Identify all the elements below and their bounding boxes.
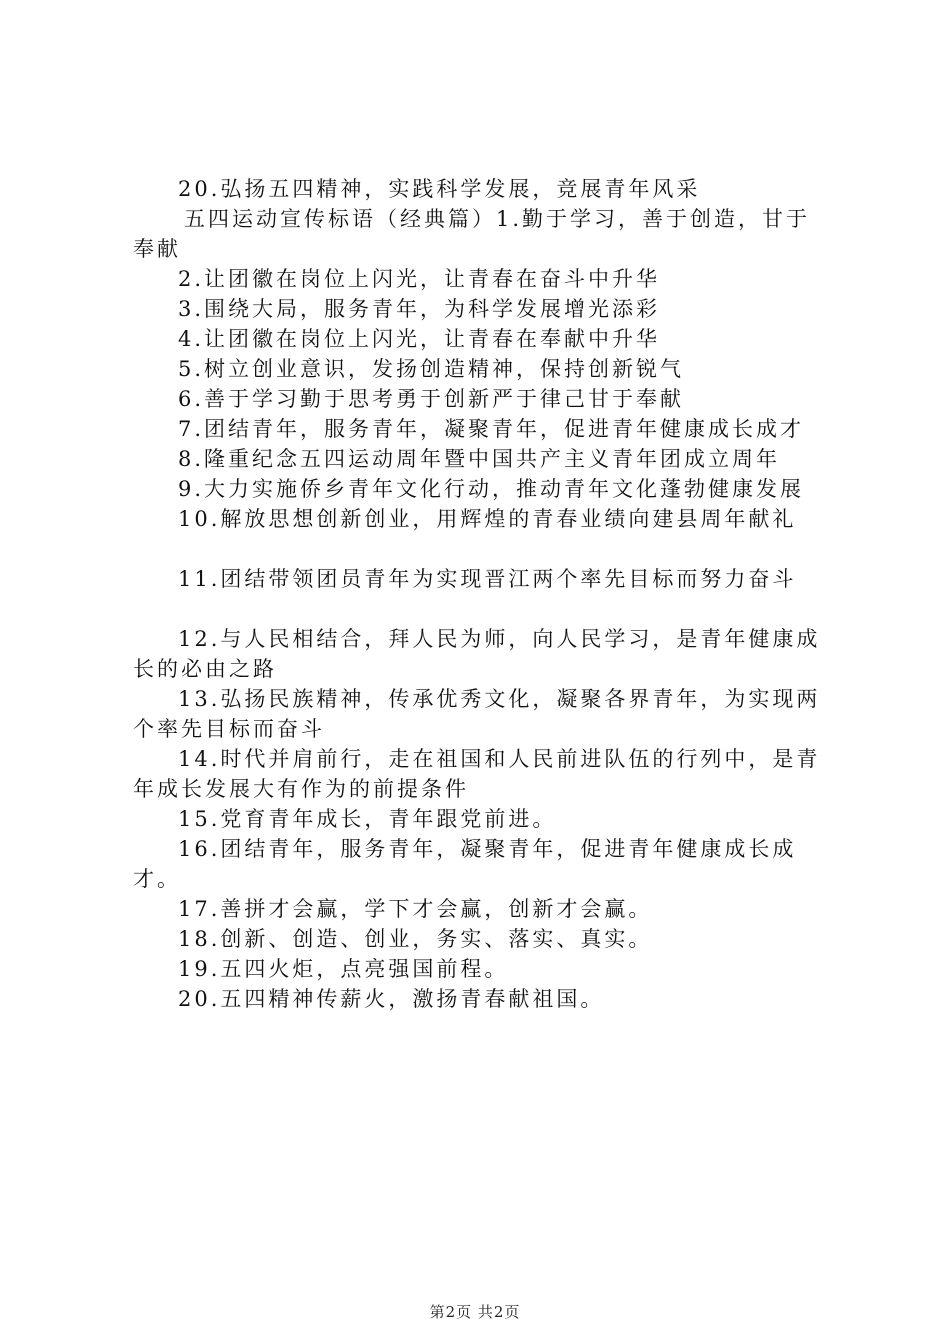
slogan-paragraph: 14.时代并肩前行，走在祖国和人民前进队伍的行列中，是青年成长发展大有作为的前提条件	[133, 747, 821, 801]
section-title-paragraph: 五四运动宣传标语（经典篇）1.勤于学习，善于创造，甘于奉献	[133, 207, 811, 261]
slogan-paragraph: 20.弘扬五四精神，实践科学发展，竞展青年风采	[178, 177, 701, 201]
page-footer	[0, 1301, 950, 1322]
slogan-paragraph: 5.树立创业意识，发扬创造精神，保持创新锐气	[178, 357, 685, 381]
slogan-paragraph: 19.五四火炬，点亮强国前程。	[178, 957, 509, 981]
slogan-paragraph: 2.让团徽在岗位上闪光，让青春在奋斗中升华	[178, 267, 661, 291]
slogan-paragraph: 9.大力实施侨乡青年文化行动，推动青年文化蓬勃健康发展	[178, 477, 805, 501]
slogan-paragraph: 20.五四精神传薪火，激扬青春献祖国。	[178, 987, 605, 1011]
slogan-paragraph: 3.围绕大局，服务青年，为科学发展增光添彩	[178, 297, 661, 321]
slogan-paragraph: 6.善于学习勤于思考勇于创新严于律己甘于奉献	[178, 387, 685, 411]
slogan-paragraph: 16.团结青年，服务青年，凝聚青年，促进青年健康成长成才。	[133, 837, 797, 891]
slogan-paragraph: 15.党育青年成长，青年跟党前进。	[178, 807, 557, 831]
slogan-paragraph: 10.解放思想创新创业，用辉煌的青春业绩向建县周年献礼	[178, 507, 797, 531]
slogan-paragraph: 13.弘扬民族精神，传承优秀文化，凝聚各界青年，为实现两个率先目标而奋斗	[133, 687, 821, 741]
slogan-paragraph: 17.善拼才会赢，学下才会赢，创新才会赢。	[178, 897, 653, 921]
slogan-paragraph: 12.与人民相结合，拜人民为师，向人民学习，是青年健康成长的必由之路	[133, 627, 821, 681]
slogan-paragraph: 8.隆重纪念五四运动周年暨中国共产主义青年团成立周年	[178, 447, 781, 471]
slogan-paragraph: 11.团结带领团员青年为实现晋江两个率先目标而努力奋斗	[178, 567, 797, 591]
page-number-label: 第2页 共2页	[429, 1303, 521, 1321]
document-body	[133, 174, 833, 1014]
slogan-paragraph: 4.让团徽在岗位上闪光，让青春在奉献中升华	[178, 327, 661, 351]
slogan-paragraph: 7.团结青年，服务青年，凝聚青年，促进青年健康成长成才	[178, 417, 805, 441]
slogan-paragraph: 18.创新、创造、创业，务实、落实、真实。	[178, 927, 653, 951]
